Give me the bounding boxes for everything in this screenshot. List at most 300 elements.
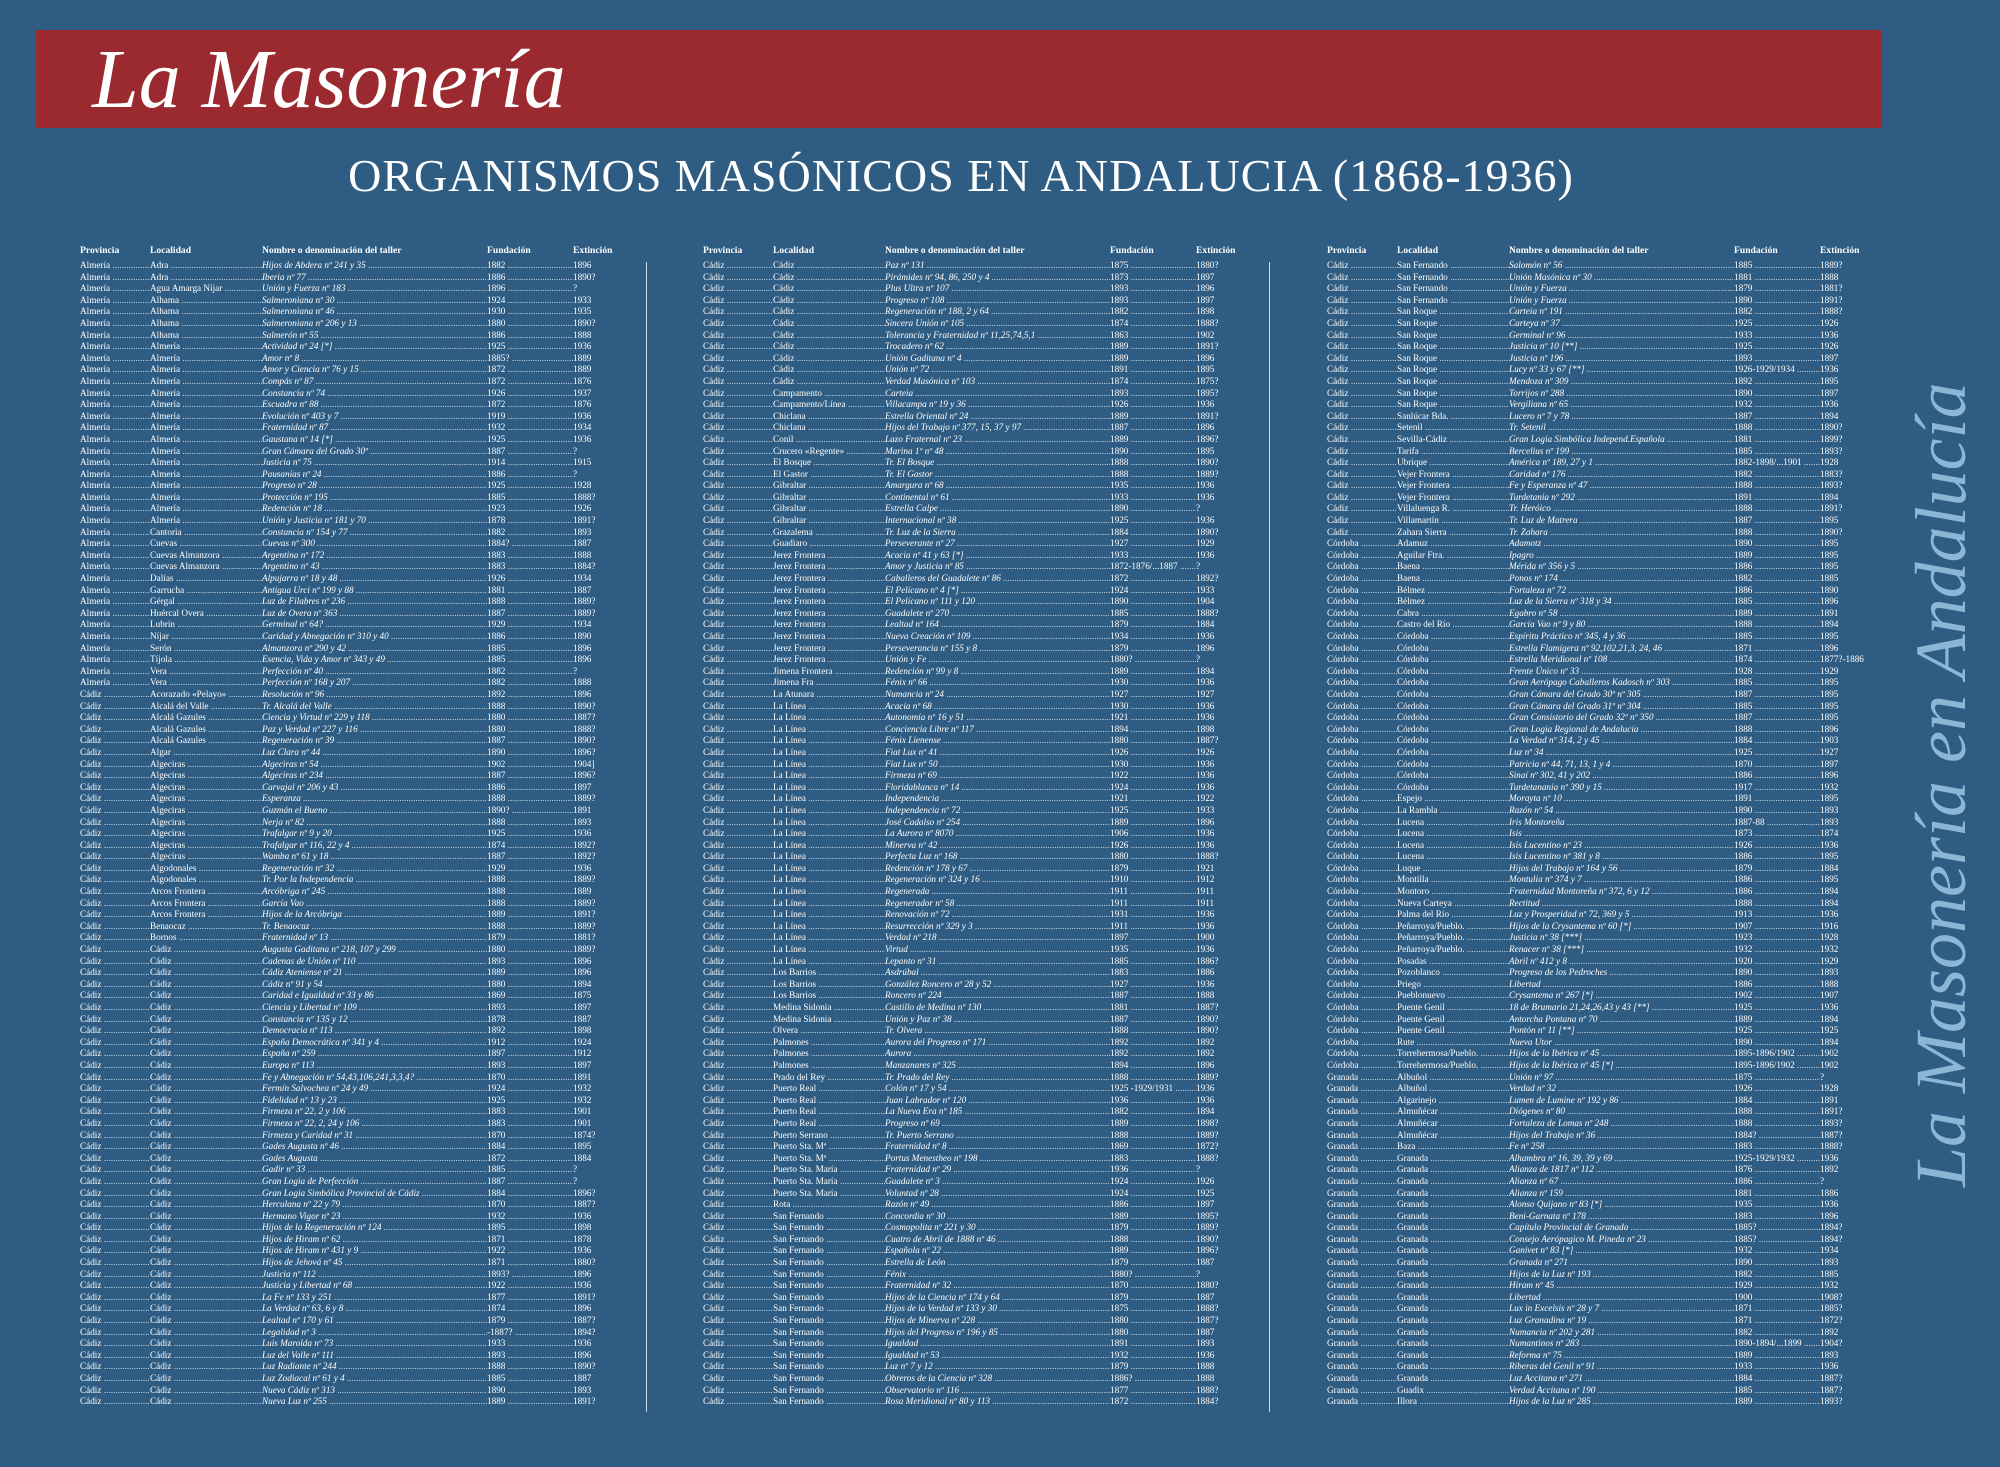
cell-provincia: Cádiz .....: [80, 944, 150, 956]
cell-fundacion: 1936 .....: [1110, 1095, 1196, 1107]
cell-extincion: 1890: [573, 631, 592, 641]
cell-provincia: Cádiz .....: [703, 666, 773, 678]
cell-fundacion: 1925 .....: [487, 341, 573, 353]
cell-localidad: Cádiz .....: [773, 364, 885, 376]
cell-nombre: Razón nº 54 .....: [1509, 805, 1734, 817]
cell-provincia: Cádiz .....: [1327, 388, 1397, 400]
cell-extincion: 1896: [573, 967, 592, 978]
cell-extincion: 1894: [1820, 1013, 1839, 1024]
table-row: [80, 376, 632, 388]
cell-localidad: Jerez Frontera .....: [773, 561, 885, 573]
cell-nombre: Luz de la Sierra nº 318 y 34 .....: [1509, 596, 1734, 608]
cell-provincia: Almería .....: [80, 295, 150, 307]
cell-fundacion: 1880 .....: [1110, 1327, 1196, 1339]
cell-provincia: Cádiz .....: [1327, 422, 1397, 434]
cell-localidad: Cádiz .....: [150, 967, 262, 979]
cell-provincia: Granada .....: [1327, 1106, 1397, 1118]
cell-provincia: Cádiz .....: [80, 909, 150, 921]
cell-localidad: Alcalá del Valle .....: [150, 701, 262, 713]
cell-fundacion: 1882 .....: [1734, 1269, 1820, 1281]
cell-provincia: Córdoba .....: [1327, 793, 1397, 805]
cell-provincia: Cádiz .....: [703, 793, 773, 805]
cell-localidad: Priego .....: [1397, 979, 1509, 991]
cell-extincion: 1887?: [1820, 1384, 1843, 1395]
cell-provincia: Granada .....: [1327, 1257, 1397, 1269]
cell-provincia: Córdoba .....: [1327, 863, 1397, 875]
table-row: [703, 1211, 1255, 1223]
cell-nombre: Lucy nº 33 y 67 [**] .....: [1509, 364, 1734, 376]
table-row: [80, 1025, 632, 1037]
table-row: [1327, 759, 1879, 771]
table-row: [1327, 1211, 1879, 1223]
table-row: [703, 851, 1255, 863]
cell-fundacion: 1890 .....: [1734, 295, 1820, 307]
cell-extincion: 1894: [1820, 886, 1839, 897]
cell-nombre: Herculana nº 22 y 79 .....: [262, 1199, 487, 1211]
cell-nombre: Capítulo Provincial de Granada .....: [1509, 1222, 1734, 1234]
cell-fundacion: 1912 .....: [487, 1037, 573, 1049]
cell-fundacion: 1924 .....: [487, 1083, 573, 1095]
cell-nombre: Independencia .....: [885, 793, 1110, 805]
cell-nombre: Manzanares nº 325 .....: [885, 1060, 1110, 1072]
cell-fundacion: 1873 .....: [1110, 272, 1196, 284]
cell-fundacion: 1872 .....: [487, 1153, 573, 1165]
cell-provincia: Cádiz .....: [703, 944, 773, 956]
cell-nombre: Regeneración nº 39 .....: [262, 735, 487, 747]
cell-provincia: Granada .....: [1327, 1280, 1397, 1292]
cell-fundacion: 1935 .....: [1734, 1199, 1820, 1211]
cell-nombre: Aurora del Progreso nº 171 .....: [885, 1037, 1110, 1049]
cell-provincia: Cádiz .....: [703, 1002, 773, 1014]
cell-provincia: Córdoba .....: [1327, 979, 1397, 991]
cell-nombre: Luz de Overa nº 363 .....: [262, 608, 487, 620]
cell-extincion: 1936: [1196, 828, 1215, 839]
cell-provincia: Cádiz .....: [80, 1373, 150, 1385]
cell-provincia: Córdoba .....: [1327, 689, 1397, 701]
cell-localidad: La Línea .....: [773, 701, 885, 713]
table-row: [1327, 1060, 1879, 1072]
cell-localidad: Peñarroya/Pueblo. .....: [1397, 932, 1509, 944]
cell-localidad: San Fernando .....: [773, 1385, 885, 1397]
cell-nombre: Verdad Masónica nº 103 .....: [885, 376, 1110, 388]
cell-extincion: 1888?: [1196, 607, 1219, 618]
cell-nombre: Cádiz Ateniense nº 21 .....: [262, 967, 487, 979]
cell-fundacion: 1907 .....: [1734, 921, 1820, 933]
cell-extincion: 1936: [573, 862, 592, 873]
cell-localidad: Cádiz .....: [150, 1141, 262, 1153]
cell-nombre: Hijos de Jehová nº 45 .....: [262, 1257, 487, 1269]
cell-provincia: Córdoba .....: [1327, 735, 1397, 747]
cell-localidad: Vejer Frontera .....: [1397, 469, 1509, 481]
cell-extincion: 1936: [1196, 758, 1215, 769]
cell-nombre: Redención nº 18 .....: [262, 503, 487, 515]
cell-extincion: 1890?: [573, 1361, 596, 1372]
cell-localidad: Albuñol .....: [1397, 1072, 1509, 1084]
cell-localidad: Cádiz .....: [773, 283, 885, 295]
cell-fundacion: 1884 .....: [487, 1141, 573, 1153]
table-column-3: [1327, 244, 1879, 1422]
table-row: [1327, 1130, 1879, 1142]
cell-provincia: Cádiz .....: [80, 782, 150, 794]
cell-localidad: Arcos Frontera .....: [150, 898, 262, 910]
cell-provincia: Cádiz .....: [703, 886, 773, 898]
cell-nombre: Turdetanania nº 390 y 15 .....: [1509, 782, 1734, 794]
cell-nombre: Fraternidad nº 87 .....: [262, 422, 487, 434]
cell-localidad: Granada .....: [1397, 1257, 1509, 1269]
cell-fundacion: 1925 .....: [1734, 1025, 1820, 1037]
cell-extincion: 1936: [1820, 839, 1839, 850]
cell-extincion: 1887?: [1196, 735, 1219, 746]
cell-fundacion: 1872 .....: [1110, 1396, 1196, 1408]
cell-fundacion: 1880 .....: [1110, 851, 1196, 863]
cell-nombre: Gran Cámara del Grado 30º .....: [262, 446, 487, 458]
table-row: [80, 944, 632, 956]
cell-nombre: Tr. Heróico .....: [1509, 503, 1734, 515]
cell-localidad: Agua Amarga Níjar .....: [150, 283, 262, 295]
cell-provincia: Almería .....: [80, 469, 150, 481]
cell-provincia: Córdoba .....: [1327, 851, 1397, 863]
cell-extincion: 1933: [1196, 584, 1215, 595]
cell-fundacion: 1919 .....: [487, 411, 573, 423]
cell-fundacion: 1890 .....: [1734, 1037, 1820, 1049]
cell-localidad: Córdoba .....: [1397, 770, 1509, 782]
cell-fundacion: 1911 .....: [1110, 898, 1196, 910]
cell-fundacion: 1895-1896/1902 .....: [1734, 1048, 1820, 1060]
cell-localidad: San Roque .....: [1397, 318, 1509, 330]
cell-localidad: San Roque .....: [1397, 388, 1509, 400]
cell-localidad: Garrucha .....: [150, 585, 262, 597]
cell-extincion: 1896: [573, 1303, 592, 1314]
cell-provincia: Córdoba .....: [1327, 561, 1397, 573]
cell-nombre: Firmeza nº 22, 2, 24 y 106 .....: [262, 1118, 487, 1130]
cell-provincia: Córdoba .....: [1327, 643, 1397, 655]
cell-nombre: Nerja nº 82 .....: [262, 817, 487, 829]
cell-fundacion: 1888 .....: [1110, 1072, 1196, 1084]
table-row: [703, 1361, 1255, 1373]
cell-provincia: Cádiz .....: [80, 886, 150, 898]
cell-nombre: Algeciras nº 234 .....: [262, 770, 487, 782]
cell-extincion: 1922: [1196, 793, 1215, 804]
cell-extincion: 1890?: [573, 700, 596, 711]
cell-fundacion: 1933 .....: [1110, 492, 1196, 504]
cell-fundacion: 1889 .....: [1110, 817, 1196, 829]
table-row: [703, 1199, 1255, 1211]
cell-fundacion: 1879 .....: [1110, 643, 1196, 655]
cell-provincia: Cádiz .....: [1327, 295, 1397, 307]
cell-provincia: Granada .....: [1327, 1361, 1397, 1373]
cell-fundacion: 1888 .....: [1734, 1106, 1820, 1118]
cell-extincion: 1936: [573, 1245, 592, 1256]
cell-nombre: Iris Montoreña .....: [1509, 817, 1734, 829]
cell-nombre: Egabro nº 58 .....: [1509, 608, 1734, 620]
cell-extincion: 1877?-1886: [1820, 654, 1864, 665]
header-nombre: Nombre o denominación del taller: [262, 245, 402, 256]
cell-nombre: América nº 189, 27 y 1 .....: [1509, 457, 1734, 469]
cell-fundacion: 1885? .....: [487, 353, 573, 365]
cell-fundacion: 1926 .....: [487, 388, 573, 400]
cell-nombre: Adamotz .....: [1509, 538, 1734, 550]
table-row: [1327, 272, 1879, 284]
cell-fundacion: 1928 .....: [1734, 666, 1820, 678]
cell-provincia: Córdoba .....: [1327, 828, 1397, 840]
cell-fundacion: 1885 .....: [1734, 260, 1820, 272]
cell-localidad: Granada .....: [1397, 1361, 1509, 1373]
cell-fundacion: 1889 .....: [1734, 1014, 1820, 1026]
cell-localidad: Campamento/Línea .....: [773, 399, 885, 411]
table-row: [80, 1164, 632, 1176]
cell-fundacion: 1888 .....: [487, 874, 573, 886]
cell-provincia: Cádiz .....: [703, 677, 773, 689]
cell-localidad: Córdoba .....: [1397, 759, 1509, 771]
cell-nombre: Perfección nº 168 y 207 .....: [262, 677, 487, 689]
cell-fundacion: 1889 .....: [487, 967, 573, 979]
cell-fundacion: 1874 .....: [1110, 376, 1196, 388]
cell-provincia: Cádiz .....: [80, 863, 150, 875]
cell-nombre: Gran Logia Simbólica Independ.Española .....: [1509, 434, 1734, 446]
cell-localidad: La Línea .....: [773, 956, 885, 968]
cell-extincion: 1896?: [573, 1187, 596, 1198]
table-row: [1327, 1141, 1879, 1153]
cell-localidad: Granada .....: [1397, 1245, 1509, 1257]
column-divider: [1269, 262, 1270, 1412]
cell-localidad: Alhama .....: [150, 306, 262, 318]
cell-nombre: Arcóbriga nº 245 .....: [262, 886, 487, 898]
table-row: [703, 457, 1255, 469]
table-row: [703, 689, 1255, 701]
cell-extincion: 1893: [573, 816, 592, 827]
table-row: [1327, 1396, 1879, 1408]
cell-localidad: Puerto Real .....: [773, 1095, 885, 1107]
cell-provincia: Cádiz .....: [703, 318, 773, 330]
cell-localidad: San Fernando .....: [773, 1257, 885, 1269]
table-row: [80, 457, 632, 469]
table-row: [703, 1083, 1255, 1095]
cell-localidad: Granada .....: [1397, 1350, 1509, 1362]
cell-fundacion: 1887 .....: [487, 735, 573, 747]
cell-nombre: Abril nº 412 y 8 .....: [1509, 956, 1734, 968]
cell-fundacion: 1906 .....: [1110, 828, 1196, 840]
cell-provincia: Cádiz .....: [703, 550, 773, 562]
cell-extincion: 1937: [573, 387, 592, 398]
cell-nombre: Colón nº 17 y 54 .....: [885, 1083, 1110, 1095]
cell-localidad: Palmones .....: [773, 1060, 885, 1072]
table-row: [703, 643, 1255, 655]
cell-fundacion: 1925 .....: [1110, 515, 1196, 527]
cell-fundacion: 1888 .....: [1734, 527, 1820, 539]
cell-extincion: 1933: [573, 294, 592, 305]
cell-extincion: ?: [1196, 1268, 1201, 1279]
cell-localidad: Almería .....: [150, 515, 262, 527]
cell-extincion: 1887: [573, 584, 592, 595]
cell-localidad: Algeciras .....: [150, 805, 262, 817]
cell-extincion: 1896: [1196, 1059, 1215, 1070]
cell-extincion: 1891: [573, 804, 592, 815]
cell-extincion: 1874: [1820, 828, 1839, 839]
cell-extincion: 1926: [573, 503, 592, 514]
table-row: [703, 944, 1255, 956]
table-row: [1327, 793, 1879, 805]
cell-fundacion: 1888 .....: [1110, 1130, 1196, 1142]
cell-fundacion: 1886 .....: [487, 469, 573, 481]
table-row: [80, 1245, 632, 1257]
cell-localidad: La Línea .....: [773, 735, 885, 747]
cell-localidad: Gérgal .....: [150, 596, 262, 608]
cell-provincia: Cádiz .....: [1327, 503, 1397, 515]
cell-localidad: Cádiz .....: [150, 1095, 262, 1107]
cell-fundacion: 1882-1898/...1901 .....: [1734, 457, 1820, 469]
cell-nombre: Legalidad nº 3 .....: [262, 1327, 487, 1339]
cell-provincia: Cádiz .....: [703, 1106, 773, 1118]
cell-extincion: 1891: [1820, 607, 1839, 618]
cell-nombre: José Cadalso nº 254 .....: [885, 817, 1110, 829]
cell-nombre: Gadir nº 33 .....: [262, 1164, 487, 1176]
cell-extincion: 1900: [1196, 932, 1215, 943]
cell-localidad: Cádiz .....: [150, 1048, 262, 1060]
cell-localidad: Los Barrios .....: [773, 967, 885, 979]
cell-provincia: Almería .....: [80, 654, 150, 666]
cell-fundacion: 1888 .....: [1734, 898, 1820, 910]
cell-fundacion: 1883 .....: [1734, 1211, 1820, 1223]
cell-provincia: Córdoba .....: [1327, 747, 1397, 759]
cell-nombre: Justicia nº 10 [**] .....: [1509, 341, 1734, 353]
cell-extincion: 1893?: [1820, 1117, 1843, 1128]
cell-localidad: Cantoria .....: [150, 527, 262, 539]
cell-provincia: Cádiz .....: [703, 561, 773, 573]
cell-fundacion: 1893 .....: [487, 956, 573, 968]
cell-nombre: Iberia nº 77 .....: [262, 272, 487, 284]
cell-extincion: 1936: [573, 1338, 592, 1349]
cell-localidad: Gibraltar .....: [773, 515, 885, 527]
cell-nombre: Fe y Esperanza nº 47 .....: [1509, 480, 1734, 492]
cell-localidad: Acorazado «Pelayo» .....: [150, 689, 262, 701]
cell-nombre: Hijos del Trabajo nº 164 y 56 .....: [1509, 863, 1734, 875]
table-row: [703, 469, 1255, 481]
cell-localidad: Espejo .....: [1397, 793, 1509, 805]
cell-extincion: 1892: [1820, 1164, 1839, 1175]
cell-localidad: San Fernando .....: [773, 1292, 885, 1304]
cell-nombre: Ponos nº 174 .....: [1509, 573, 1734, 585]
cell-fundacion: 1926 .....: [487, 573, 573, 585]
cell-extincion: 1883?: [1820, 468, 1843, 479]
cell-provincia: Almería .....: [80, 457, 150, 469]
cell-extincion: 1892?: [573, 839, 596, 850]
cell-fundacion: 1892 .....: [1110, 1048, 1196, 1060]
cell-fundacion: 1933 .....: [1734, 1361, 1820, 1373]
cell-provincia: Cádiz .....: [703, 1130, 773, 1142]
cell-fundacion: 1893 .....: [1734, 353, 1820, 365]
cell-fundacion: 1887 .....: [487, 608, 573, 620]
cell-nombre: Argentino nº 43 .....: [262, 561, 487, 573]
cell-nombre: Gran Logia de Perfección .....: [262, 1176, 487, 1188]
cell-nombre: Luz y Prosperidad nº 72, 369 y 5 .....: [1509, 909, 1734, 921]
cell-fundacion: 1887 .....: [487, 851, 573, 863]
cell-extincion: 1933: [1196, 804, 1215, 815]
table-row: [703, 1106, 1255, 1118]
cell-fundacion: 1884 .....: [1734, 1095, 1820, 1107]
cell-provincia: Córdoba .....: [1327, 1048, 1397, 1060]
cell-provincia: Cádiz .....: [1327, 353, 1397, 365]
cell-provincia: Cádiz .....: [80, 1153, 150, 1165]
cell-provincia: Cádiz .....: [703, 724, 773, 736]
cell-extincion: ?: [573, 468, 578, 479]
cell-localidad: Cádiz .....: [150, 1072, 262, 1084]
cell-localidad: Cádiz .....: [150, 1338, 262, 1350]
cell-extincion: 1890?: [1820, 526, 1843, 537]
cell-localidad: Bélmez .....: [1397, 596, 1509, 608]
cell-fundacion: 1921 .....: [1110, 793, 1196, 805]
cell-extincion: 1891?: [1820, 294, 1843, 305]
cell-nombre: Fortaleza nº 72 .....: [1509, 585, 1734, 597]
cell-nombre: Luz Clara nº 44 .....: [262, 747, 487, 759]
cell-localidad: Jimena Frontera .....: [773, 666, 885, 678]
cell-localidad: Almuñécar .....: [1397, 1130, 1509, 1142]
cell-localidad: Jerez Frontera .....: [773, 573, 885, 585]
table-row: [80, 515, 632, 527]
cell-localidad: Cádiz .....: [150, 1118, 262, 1130]
table-row: [703, 1327, 1255, 1339]
cell-provincia: Granada .....: [1327, 1269, 1397, 1281]
cell-nombre: Continental nº 61 .....: [885, 492, 1110, 504]
cell-provincia: Granada .....: [1327, 1315, 1397, 1327]
table-row: [1327, 1292, 1879, 1304]
cell-nombre: Tr. Olvera .....: [885, 1025, 1110, 1037]
cell-nombre: Wamba nº 61 y 18 .....: [262, 851, 487, 863]
cell-localidad: Lucena .....: [1397, 828, 1509, 840]
table-column-2: [703, 244, 1255, 1422]
cell-fundacion: 1882 .....: [1734, 469, 1820, 481]
cell-extincion: 1891?: [1196, 341, 1219, 352]
cell-localidad: Nueva Carteya .....: [1397, 898, 1509, 910]
table-row: [703, 712, 1255, 724]
table-row: [703, 422, 1255, 434]
cell-provincia: Cádiz .....: [703, 446, 773, 458]
table-row: [1327, 1269, 1879, 1281]
cell-extincion: 1936: [573, 828, 592, 839]
cell-fundacion: 1870 .....: [487, 1072, 573, 1084]
cell-extincion: 1896: [573, 688, 592, 699]
cell-fundacion: 1931 .....: [1110, 909, 1196, 921]
cell-extincion: 1936: [573, 1280, 592, 1291]
cell-nombre: Turdetania nº 292 .....: [1509, 492, 1734, 504]
cell-fundacion: 1887 .....: [487, 446, 573, 458]
cell-provincia: Cádiz .....: [80, 1303, 150, 1315]
cell-nombre: Virtud .....: [885, 944, 1110, 956]
table-row: [1327, 364, 1879, 376]
table-row: [1327, 573, 1879, 585]
table-row: [1327, 1222, 1879, 1234]
cell-nombre: Unión y Fe .....: [885, 654, 1110, 666]
cell-nombre: Acacia nº 41 y 63 [*] .....: [885, 550, 1110, 562]
cell-nombre: Tr. Alcalá del Valle .....: [262, 701, 487, 713]
cell-provincia: Granada .....: [1327, 1141, 1397, 1153]
cell-localidad: Palmones .....: [773, 1048, 885, 1060]
cell-localidad: Granada .....: [1397, 1222, 1509, 1234]
cell-fundacion: 1889 .....: [1110, 1118, 1196, 1130]
table-row: [1327, 260, 1879, 272]
cell-provincia: Granada .....: [1327, 1222, 1397, 1234]
table-row: [703, 1245, 1255, 1257]
cell-nombre: Hijos de la Arcóbriga .....: [262, 909, 487, 921]
table-row: [80, 353, 632, 365]
cell-localidad: Córdoba .....: [1397, 724, 1509, 736]
cell-nombre: Pausanias nº 24 .....: [262, 469, 487, 481]
cell-nombre: Democracia nº 113 .....: [262, 1025, 487, 1037]
cell-extincion: 1926: [1820, 317, 1839, 328]
table-row: [1327, 1176, 1879, 1188]
cell-provincia: Cádiz .....: [1327, 469, 1397, 481]
cell-localidad: La Línea .....: [773, 921, 885, 933]
cell-nombre: Unión nº 72 .....: [885, 364, 1110, 376]
